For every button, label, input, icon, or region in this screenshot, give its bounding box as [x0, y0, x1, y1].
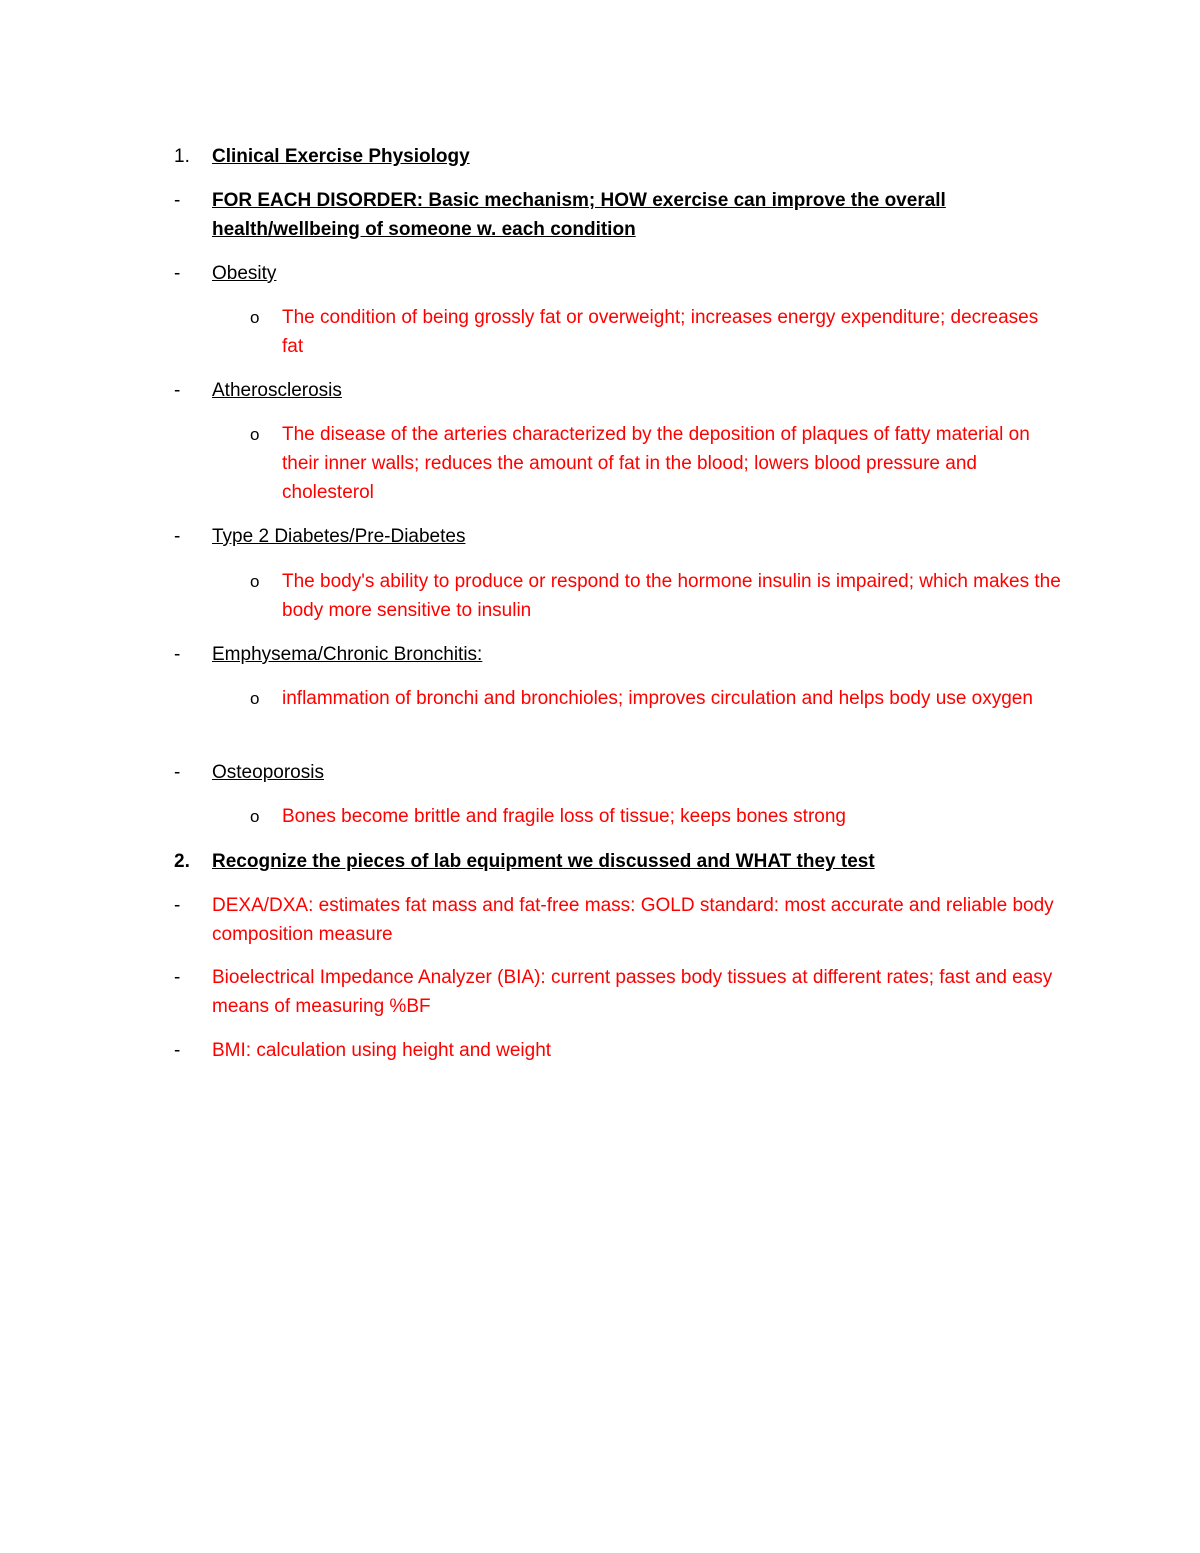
disorder-name: Obesity: [212, 263, 277, 284]
sub-marker: o: [250, 308, 260, 327]
section-1-number: 1.: [174, 146, 190, 167]
disorder-obesity: [174, 259, 1062, 288]
disorder-atherosclerosis: [174, 376, 1062, 405]
dash-marker: -: [174, 895, 181, 916]
disorder-note-text: Bones become brittle and fragile loss of tissue; keeps bones strong: [282, 806, 846, 827]
equipment-text: DEXA/DXA: estimates fat mass and fat-free mass: GOLD standard: most accurate and reliable body composition measure: [212, 895, 1054, 945]
disorder-note-text: The body's ability to produce or respond to the hormone insulin is impaired; which makes the body more sensitive to insulin: [282, 571, 1061, 621]
disorder-diabetes: [174, 522, 1062, 551]
section-2-title: Recognize the pieces of lab equipment we discussed and WHAT they test: [212, 851, 875, 872]
equipment-text: Bioelectrical Impedance Analyzer (BIA): current passes body tissues at different rates; fast and easy means of measuring %BF: [212, 967, 1053, 1017]
equipment-item-bia: [174, 963, 1062, 1021]
disorder-name: Osteoporosis: [212, 762, 324, 783]
section-1-heading: [174, 142, 1062, 171]
disorder-note-emphysema: [250, 684, 1062, 713]
equipment-text: BMI: calculation using height and weight: [212, 1040, 552, 1061]
dash-marker: -: [174, 1040, 181, 1061]
sub-marker: o: [250, 572, 260, 591]
disorder-note-text: The condition of being grossly fat or overweight; increases energy expenditure; decreases fat: [282, 307, 1039, 357]
section-2-number: 2.: [174, 851, 190, 872]
dash-marker: -: [174, 526, 181, 547]
disorder-name: Emphysema/Chronic Bronchitis:: [212, 644, 483, 665]
dash-marker: -: [174, 967, 181, 988]
sub-marker: o: [250, 689, 260, 708]
dash-marker: -: [174, 190, 181, 211]
disorder-note-obesity: [250, 303, 1062, 361]
disorder-note-text: inflammation of bronchi and bronchioles; improves circulation and helps body use oxygen: [282, 688, 1033, 709]
disorder-name: Atherosclerosis: [212, 380, 342, 401]
disorder-note-osteoporosis: [250, 802, 1062, 831]
disorder-emphysema: [174, 640, 1062, 669]
disorder-note-atherosclerosis: [250, 420, 1062, 507]
section-1-title: Clinical Exercise Physiology: [212, 146, 470, 167]
instruction-text: FOR EACH DISORDER: Basic mechanism; HOW exercise can improve the overall health/wellbeing of someone w. each condition: [212, 190, 946, 240]
disorder-note-diabetes: [250, 567, 1062, 625]
dash-marker: -: [174, 644, 181, 665]
equipment-item-bmi: [174, 1036, 1062, 1065]
disorder-osteoporosis: [174, 758, 1062, 787]
disorder-name: Type 2 Diabetes/Pre-Diabetes: [212, 526, 466, 547]
sub-marker: o: [250, 425, 260, 444]
instruction-item: [174, 186, 1062, 244]
equipment-item-dexa: [174, 891, 1062, 949]
dash-marker: -: [174, 380, 181, 401]
section-2-heading: [174, 847, 1062, 876]
sub-marker: o: [250, 807, 260, 826]
dash-marker: -: [174, 762, 181, 783]
disorder-note-text: The disease of the arteries characterized by the deposition of plaques of fatty material on their inner walls; reduces the amount of fat in the blood; lowers blood pressure and cholesterol: [282, 424, 1030, 503]
dash-marker: -: [174, 263, 181, 284]
